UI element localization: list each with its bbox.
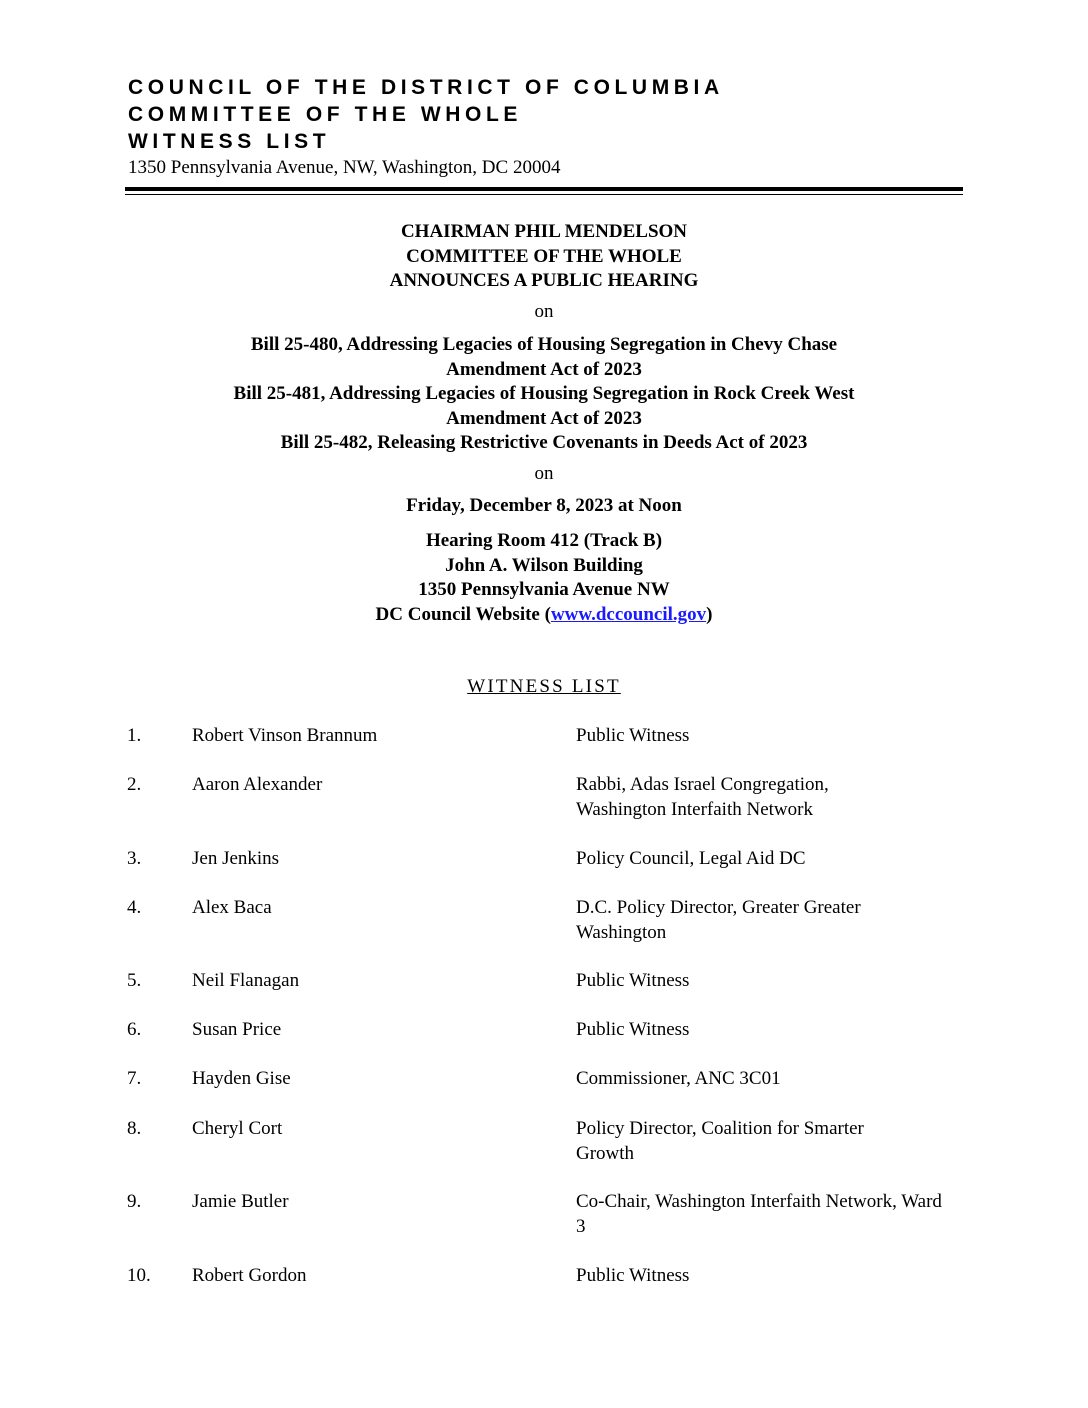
- witness-number: 1.: [127, 725, 142, 746]
- witness-list-title: [125, 676, 963, 698]
- website-link[interactable]: www.dccouncil.gov: [550, 603, 707, 625]
- committee-line: COMMITTEE OF THE WHOLE: [406, 245, 682, 267]
- bill-line: Bill 25-480, Addressing Legacies of Housing Segregation in Chevy Chase: [250, 334, 838, 355]
- letterhead-document-type: WITNESS LIST: [128, 130, 331, 153]
- witness-list-title-text: WITNESS LIST: [467, 676, 621, 697]
- witness-number: 5.: [127, 970, 142, 991]
- hearing-location: [125, 529, 963, 627]
- website-suffix: ): [706, 603, 713, 625]
- website-line: [125, 603, 963, 628]
- bill-list: [125, 333, 963, 456]
- witness-name: Robert Gordon: [192, 1265, 307, 1286]
- witness-number: 9.: [127, 1191, 142, 1212]
- bill-line: Bill 25-482, Releasing Restrictive Covenants in Deeds Act of 2023: [280, 432, 808, 453]
- witness-number: 10.: [127, 1265, 151, 1286]
- witness-affiliation: Rabbi, Adas Israel Congregation, Washington Interfaith Network: [576, 774, 829, 820]
- witness-affiliation: Public Witness: [576, 1019, 690, 1040]
- witness-affiliation: Public Witness: [576, 1265, 690, 1286]
- witness-affiliation: Public Witness: [576, 725, 690, 746]
- witness-name: Susan Price: [192, 1019, 282, 1040]
- witness-affiliation: D.C. Policy Director, Greater Greater Washington: [576, 897, 861, 943]
- witness-name: Cheryl Cort: [192, 1118, 283, 1139]
- bill-line: Amendment Act of 2023: [446, 407, 642, 429]
- hearing-street: 1350 Pennsylvania Avenue NW: [418, 579, 670, 600]
- hearing-room: Hearing Room 412 (Track B): [425, 530, 663, 551]
- witness-name: Neil Flanagan: [192, 970, 300, 991]
- witness-affiliation: Policy Director, Coalition for Smarter Growth: [576, 1118, 864, 1164]
- witness-name: Jen Jenkins: [192, 848, 280, 869]
- letterhead: [128, 74, 968, 180]
- on-connector-2: on: [534, 463, 554, 484]
- witness-number: 7.: [127, 1068, 142, 1089]
- witness-number: 8.: [127, 1118, 142, 1139]
- letterhead-council-name: COUNCIL OF THE DISTRICT OF COLUMBIA: [128, 76, 724, 99]
- chairman-line: CHAIRMAN PHIL MENDELSON: [400, 221, 688, 242]
- witness-number: 2.: [127, 774, 142, 795]
- letterhead-committee-name: COMMITTEE OF THE WHOLE: [128, 103, 523, 126]
- witness-number: 3.: [127, 848, 142, 869]
- witness-affiliation: Commissioner, ANC 3C01: [576, 1068, 781, 1089]
- witness-number: 6.: [127, 1019, 142, 1040]
- witness-name: Aaron Alexander: [192, 774, 323, 795]
- announcement-heading: [125, 220, 963, 294]
- header-divider-thick: [125, 187, 963, 191]
- on-connector-1: on: [534, 301, 554, 322]
- announces-line: ANNOUNCES A PUBLIC HEARING: [389, 270, 699, 291]
- witness-affiliation: Policy Council, Legal Aid DC: [576, 848, 806, 869]
- hearing-date: Friday, December 8, 2023 at Noon: [406, 495, 682, 516]
- witness-name: Alex Baca: [192, 897, 272, 918]
- hearing-building: John A. Wilson Building: [445, 554, 643, 576]
- header-divider-thin: [125, 194, 963, 195]
- bill-line: Amendment Act of 2023: [446, 358, 642, 380]
- witness-name: Hayden Gise: [192, 1068, 291, 1089]
- witness-name: Jamie Butler: [192, 1191, 289, 1212]
- bill-line: Bill 25-481, Addressing Legacies of Housing Segregation in Rock Creek West: [233, 383, 855, 404]
- letterhead-address: 1350 Pennsylvania Avenue, NW, Washington, DC 20004: [128, 157, 561, 178]
- witness-name: Robert Vinson Brannum: [192, 725, 378, 746]
- witness-affiliation: Co-Chair, Washington Interfaith Network, Ward 3: [576, 1191, 942, 1237]
- witness-number: 4.: [127, 897, 142, 918]
- website-prefix: DC Council Website (: [375, 603, 551, 625]
- witness-affiliation: Public Witness: [576, 970, 690, 991]
